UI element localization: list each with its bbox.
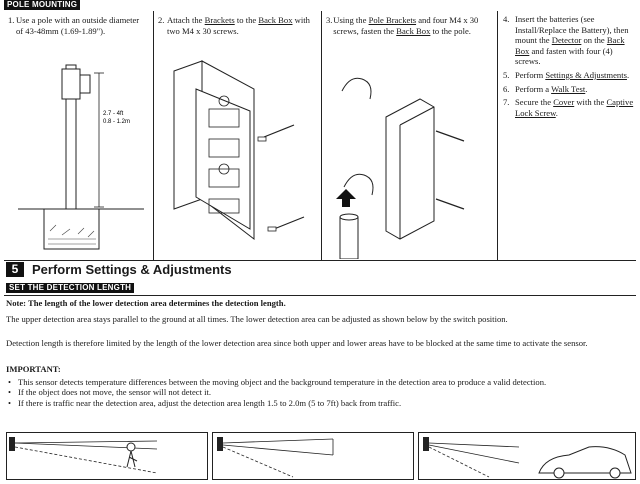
walk-test-link: Walk Test bbox=[551, 83, 586, 94]
pole-mounting-illustration bbox=[4, 59, 154, 259]
back-box-link-2: Back Box bbox=[396, 25, 431, 36]
bullet-text-3: If there is traffic near the detection area, adjust the detection area length 1.5 to 2.0m (5 to 7ft) back from traffic. bbox=[18, 397, 402, 408]
detection-diagram-1 bbox=[6, 432, 208, 480]
bullet-text-1: This sensor detects temperature differences between the moving object and the background temperature in the detection area to produce a valid detection. bbox=[18, 377, 547, 387]
step-2-text bbox=[158, 15, 316, 36]
step-3-number: 3. bbox=[326, 15, 333, 25]
back-box-link-3: Back Box bbox=[515, 35, 625, 56]
step-panel-3 bbox=[322, 11, 498, 261]
cover-link: Cover bbox=[553, 97, 575, 108]
step-1-number: 1. bbox=[8, 15, 15, 25]
section-tag-detection-length: SET THE DETECTION LENGTH bbox=[6, 283, 134, 293]
pole-brackets-link: Pole Brackets bbox=[368, 15, 417, 25]
step-1-description: Use a pole with an outside diameter of 43-48mm (1.69-1.89"). bbox=[16, 15, 140, 36]
step-7-text-b: with the bbox=[574, 97, 607, 108]
step-2-text-c: with two M4 x 30 screws. bbox=[166, 15, 310, 36]
step-2-number: 2. bbox=[158, 15, 165, 25]
bullet-text-2: If the object does not move, the sensor will not detect it. bbox=[18, 387, 212, 398]
important-heading: IMPORTANT: bbox=[6, 364, 61, 374]
detection-paragraph-2: Detection length is therefore limited by the length of the lower detection area since both upper and lower areas have to be blocked at the same time to activate the sensor. bbox=[6, 338, 588, 348]
detection-area-illustration-3 bbox=[419, 433, 635, 479]
step-4-number: 4. bbox=[503, 14, 510, 24]
step-6-text-a: Perform a bbox=[515, 83, 552, 94]
step-1-text bbox=[8, 15, 148, 36]
step-6-item bbox=[503, 84, 637, 95]
settings-adjustments-link: Settings & Adjustments bbox=[545, 69, 627, 80]
step-7-number: 7. bbox=[503, 97, 510, 108]
section-5-header bbox=[6, 262, 232, 277]
step-4-item bbox=[503, 14, 637, 67]
steps-4-to-7 bbox=[503, 14, 637, 121]
detection-area-illustration-1 bbox=[7, 433, 207, 479]
step-6-text-b: . bbox=[585, 83, 588, 94]
step-2-text-b: to the bbox=[234, 15, 259, 25]
step-5-item bbox=[503, 70, 637, 81]
step-4-text-c: and fasten with four (4) screws. bbox=[515, 45, 613, 67]
detection-divider bbox=[4, 295, 636, 296]
important-bullets bbox=[8, 377, 632, 408]
detection-paragraph-1: The upper detection area stays parallel to the ground at all times. The lower detection area can be adjusted as shown below by the switch position. bbox=[6, 314, 508, 324]
detection-note: Note: The length of the lower detection area determines the detection length. bbox=[6, 298, 286, 308]
dimension-label-ft: 2.7 - 4ft bbox=[103, 111, 124, 117]
step-4-text-b: on the bbox=[581, 35, 607, 46]
bullet-item: • If the object does not move, the sensor will not detect it. bbox=[8, 387, 212, 398]
step-5-number: 5. bbox=[503, 69, 510, 80]
detection-area-illustration-2 bbox=[213, 433, 413, 479]
detection-diagram-2 bbox=[212, 432, 414, 480]
step-5-text-b: . bbox=[626, 69, 630, 80]
step-3-text-c: to the pole. bbox=[430, 25, 471, 36]
bracket-back-box-illustration bbox=[154, 49, 322, 259]
step-3-text-b: and four M4 x 30 screws, fasten the bbox=[333, 15, 479, 36]
step-7-item bbox=[503, 97, 637, 118]
back-box-link: Back Box bbox=[258, 15, 293, 25]
step-3-text bbox=[326, 15, 492, 36]
step-4-text-a: Insert the batteries (see Install/Replace the Battery), then mount the bbox=[515, 14, 629, 46]
step-panel-1 bbox=[4, 11, 154, 261]
detector-link: Detector bbox=[551, 35, 582, 46]
section-divider bbox=[4, 260, 636, 261]
step-3-text-a: Using the bbox=[333, 15, 369, 25]
step-7-text-c: . bbox=[555, 107, 558, 118]
section-5-number: 5 bbox=[6, 262, 24, 277]
pole-bracket-illustration bbox=[322, 49, 498, 259]
step-2-text-a: Attach the bbox=[166, 15, 205, 25]
step-6-number: 6. bbox=[503, 83, 510, 94]
section-5-title: Perform Settings & Adjustments bbox=[32, 262, 232, 277]
dimension-label-m: 0.8 - 1.2m bbox=[103, 119, 131, 125]
bullet-item: • This sensor detects temperature differences between the moving object and the background temperature in the detection area to produce a valid detection. bbox=[8, 377, 547, 387]
detection-diagram-3 bbox=[418, 432, 636, 480]
step-panel-2 bbox=[154, 11, 322, 261]
step-7-text-a: Secure the bbox=[515, 97, 554, 108]
step-5-text-a: Perform bbox=[515, 69, 546, 80]
section-tag-pole-mounting: POLE MOUNTING bbox=[4, 0, 80, 10]
captive-lock-screw-link: Captive Lock Screw bbox=[515, 97, 634, 118]
brackets-link: Brackets bbox=[204, 15, 235, 25]
bullet-item: • If there is traffic near the detection area, adjust the detection area length 1.5 to 2.0m (5 to 7ft) back from traffic. bbox=[8, 397, 402, 408]
